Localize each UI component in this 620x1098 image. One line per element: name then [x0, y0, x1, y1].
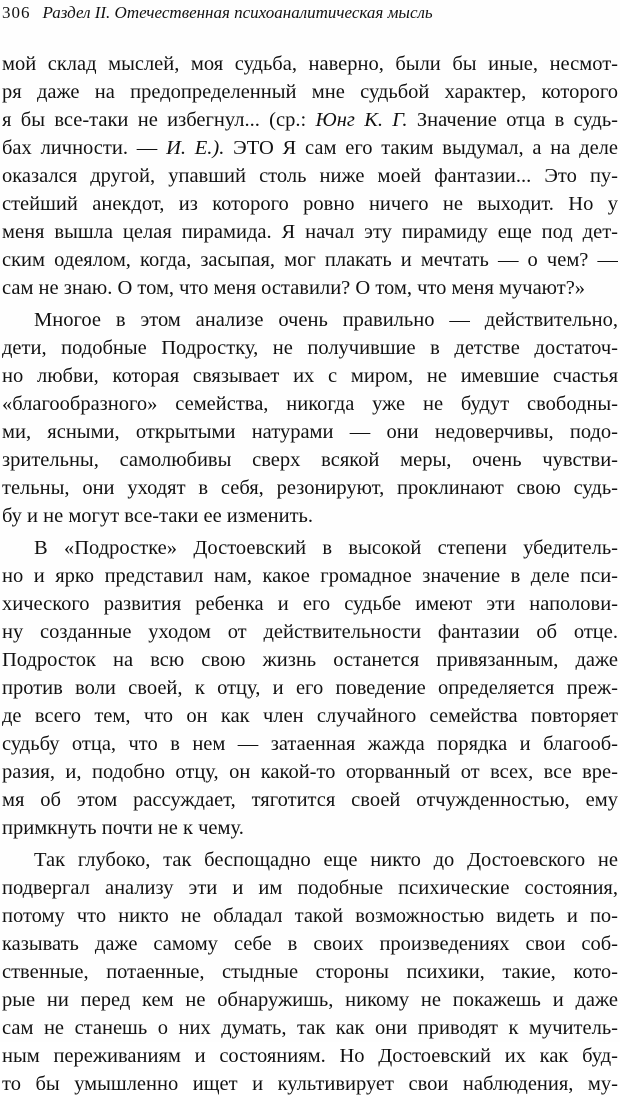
- text-line: тельны, они уходят в себя, резонируют, проклинают свою судь-: [2, 477, 618, 499]
- running-title: Раздел II. Отечественная психоаналитическая мысль: [42, 3, 433, 22]
- text-line: ря даже на предопределенный мне судьбой характер, которого: [2, 81, 618, 103]
- text-line: казывать даже самому себе в своих произведениях свои соб-: [2, 933, 618, 955]
- text-line: [2, 134, 618, 162]
- body-text: [2, 50, 618, 1098]
- text-line: оказался другой, упавший столь ниже моей фантазии... Это пу-: [2, 165, 618, 187]
- text-line: В «Подростке» Достоевский в высокой степени убедитель-: [34, 537, 618, 559]
- text-line: [2, 106, 618, 134]
- text-run: Значение отца в судь-: [407, 109, 618, 131]
- text-line: ми, ясными, открытыми натурами — они недоверчивы, подо-: [2, 421, 618, 443]
- text-line: ственные, потаенные, стыдные стороны психики, такие, кото-: [2, 961, 618, 983]
- text-line: но и ярко представил нам, какое громадное значение в деле пси-: [2, 565, 618, 587]
- text-run: я бы все-таки не избегнул... (ср.:: [2, 109, 316, 131]
- page-number: 306: [2, 3, 31, 22]
- text-line: меня вышла целая пирамида. Я начал эту пирамиду еще под дет-: [2, 221, 618, 243]
- text-line: мой склад мыслей, моя судьба, наверно, были бы иные, несмот-: [2, 53, 618, 75]
- text-line: Подросток на всю свою жизнь останется привязанным, даже: [2, 649, 618, 671]
- running-header: [2, 2, 433, 26]
- text-line: Так глубоко, так беспощадно еще никто до Достоевского не: [34, 849, 618, 871]
- text-line: стейший анекдот, из которого ровно ничего не выходит. Но у: [2, 193, 618, 215]
- paragraph: [2, 50, 618, 302]
- text-line: мя об этом рассуждает, тяготится своей отчужденностью, ему: [2, 789, 618, 811]
- text-line: дети, подобные Подростку, не получившие в детстве достаточ-: [2, 337, 618, 359]
- text-run: ЭТО Я сам его таким выдумал, а на деле: [224, 137, 618, 159]
- text-line: подвергал анализу эти и им подобные психические состояния,: [2, 877, 618, 899]
- text-line: сам не знаю. О том, что меня оставили? О том, что меня мучают?»: [2, 277, 586, 299]
- text-line: судьбу отца, что в нем — затаенная жажда порядка и благооб-: [2, 733, 618, 755]
- editor-initials: И. Е.).: [166, 137, 225, 159]
- text-line: потому что никто не обладал такой возможностью видеть и по-: [2, 905, 618, 927]
- text-line: ну созданные уходом от действительности фантазии об отце.: [2, 621, 618, 643]
- text-line: бу и не могут все-таки ее изменить.: [2, 505, 314, 527]
- text-line: сам не станешь о них думать, так как они приводят к мучитель-: [2, 1017, 618, 1039]
- text-line: «благообразного» семейства, никогда уже не будут свободны-: [2, 393, 618, 415]
- text-line: зрительны, самолюбивы сверх всякой меры, очень чувстви-: [2, 449, 618, 471]
- paragraph: [2, 306, 618, 530]
- citation-author: Юнг К. Г.: [315, 109, 408, 131]
- text-line: но любви, которая связывает их с миром, не имевшие счастья: [2, 365, 618, 387]
- text-line: рые ни перед кем не обнаружишь, никому не покажешь и даже: [2, 989, 618, 1011]
- text-line: де всего тем, что он как член случайного семейства повторяет: [2, 705, 618, 727]
- text-line: ским одеялом, когда, засыпая, мог плакать и мечтать — о чем? —: [2, 249, 618, 271]
- text-line: хического развития ребенка и его судьбе имеют эти наполови-: [2, 593, 618, 615]
- paragraph: [2, 534, 618, 842]
- text-line: разия, и, подобно отцу, он какой-то оторванный от всех, все вре-: [2, 761, 618, 783]
- paragraph: [2, 846, 618, 1098]
- text-line: Многое в этом анализе очень правильно — действительно,: [34, 309, 618, 331]
- text-line: против воли своей, к отцу, и его поведение определяется преж-: [2, 677, 618, 699]
- text-run: бах личности. —: [2, 137, 167, 159]
- text-line: то бы умышленно ищет и культивирует свои наблюдения, му-: [2, 1073, 618, 1095]
- text-line: примкнуть почти не к чему.: [2, 817, 244, 839]
- text-line: ным переживаниям и состояниям. Но Достоевский их как буд-: [2, 1045, 618, 1067]
